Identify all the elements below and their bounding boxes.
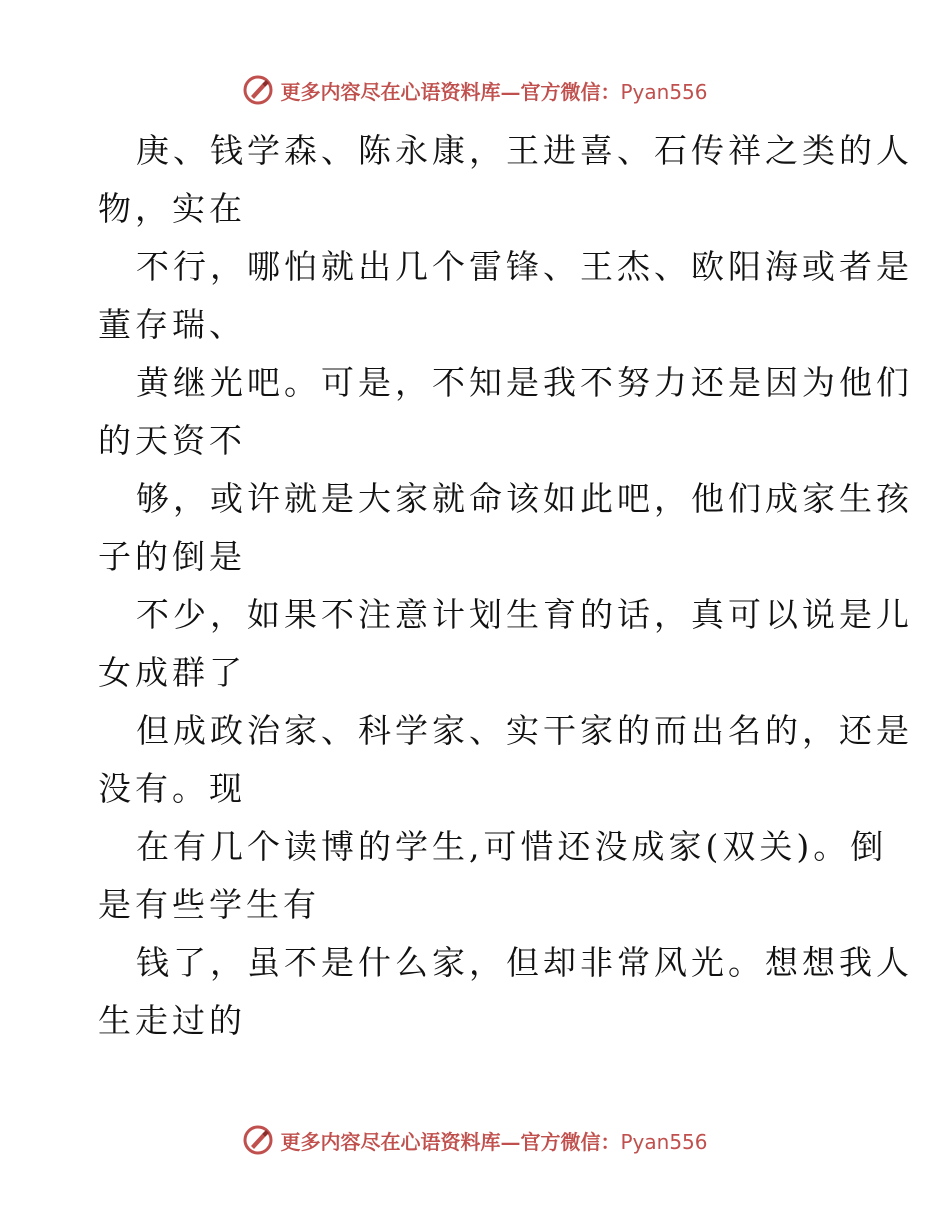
text-line: 钱了，虽不是什么家，但却非常风光。想想我人 xyxy=(136,943,913,982)
watermark-text: 更多内容尽在心语资料库—官方微信：Pyan556 xyxy=(280,1129,708,1154)
text-line: 的天资不 xyxy=(98,421,246,460)
text-line: 庚、钱学森、陈永康，王进喜、石传祥之类的人 xyxy=(136,131,913,170)
pen-logo-icon xyxy=(242,1124,274,1156)
header-watermark xyxy=(0,70,950,110)
text-line: 女成群了 xyxy=(98,653,246,692)
footer-watermark xyxy=(0,1120,950,1160)
text-line: 在有几个读博的学生,可惜还没成家(双关)。倒 xyxy=(136,827,888,866)
text-line: 够，或许就是大家就命该如此吧，他们成家生孩 xyxy=(136,479,913,518)
text-line: 没有。现 xyxy=(98,769,246,808)
watermark-text: 更多内容尽在心语资料库—官方微信：Pyan556 xyxy=(280,79,708,104)
pen-logo-icon xyxy=(242,74,274,106)
document-body xyxy=(98,122,913,1050)
text-line: 子的倒是 xyxy=(98,537,246,576)
text-line: 不少，如果不注意计划生育的话，真可以说是儿 xyxy=(136,595,913,634)
text-line: 但成政治家、科学家、实干家的而出名的，还是 xyxy=(136,711,913,750)
text-line: 不行，哪怕就出几个雷锋、王杰、欧阳海或者是 xyxy=(136,247,913,286)
text-line: 黄继光吧。可是，不知是我不努力还是因为他们 xyxy=(136,363,913,402)
text-line: 生走过的 xyxy=(98,1001,246,1040)
text-line: 是有些学生有 xyxy=(98,885,320,924)
text-line: 董存瑞、 xyxy=(98,305,246,344)
text-line: 物，实在 xyxy=(98,189,246,228)
